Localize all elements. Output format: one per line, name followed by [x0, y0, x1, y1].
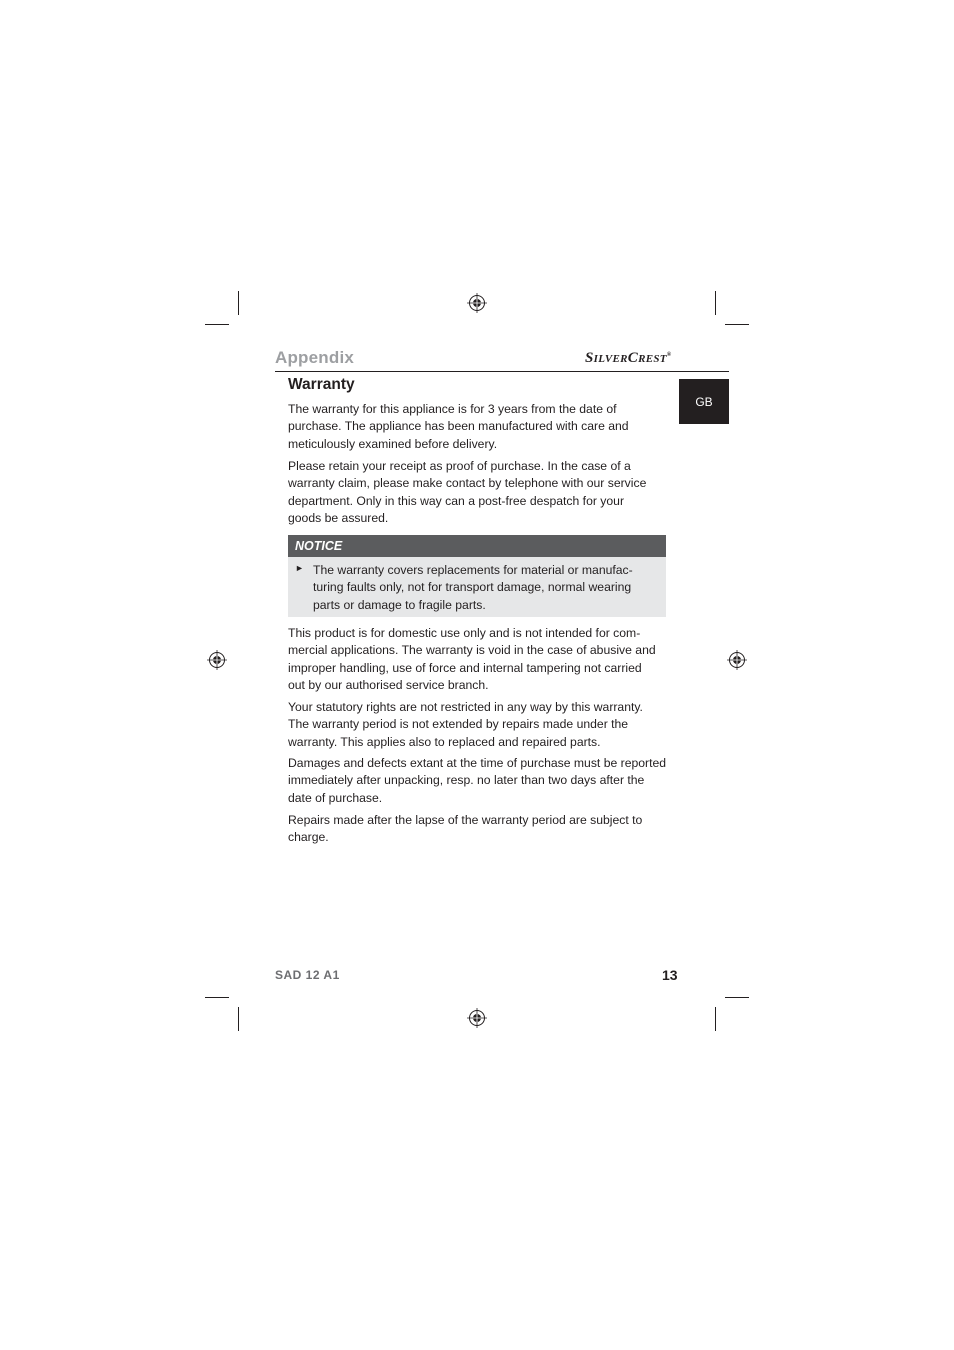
brand-registered-mark: ® — [666, 352, 672, 358]
crop-mark — [715, 291, 716, 315]
crop-mark — [238, 291, 239, 315]
text-line: turing faults only, not for transport damage, normal wearing — [313, 580, 632, 595]
crop-mark — [725, 324, 749, 325]
brand-logo — [585, 350, 672, 367]
text-line: purchase. The appliance has been manufactured with care and — [288, 419, 629, 434]
text-line: The warranty period is not extended by repairs made under the — [288, 717, 629, 732]
text-line: parts or damage to fragile parts. — [313, 597, 486, 612]
text-line: immediately after unpacking, resp. no later than two days after the — [288, 773, 645, 788]
warranty-paragraph-6 — [288, 812, 668, 847]
warranty-paragraph-2 — [288, 458, 668, 528]
text-line: warranty. This applies also to replaced and repaired parts. — [288, 734, 601, 749]
text-line: meticulously examined before delivery. — [288, 436, 498, 451]
section-title: Appendix — [275, 348, 355, 367]
text-line: Please retain your receipt as proof of purchase. In the case of a — [288, 459, 631, 473]
brand-part1-rest: ILVER — [593, 353, 628, 365]
text-line: The warranty for this appliance is for 3 years from the date of — [288, 402, 617, 416]
footer-model: SAD 12 A1 — [275, 968, 340, 982]
triangle-right-icon: ► — [295, 563, 304, 573]
text-line: Damages and defects extant at the time of purchase must be reported — [288, 756, 667, 770]
warranty-paragraph-4 — [288, 699, 668, 751]
warranty-paragraph-3 — [288, 625, 668, 695]
warranty-heading: Warranty — [288, 376, 355, 393]
registration-mark-icon — [467, 1008, 487, 1028]
registration-mark-icon — [727, 650, 747, 670]
registration-mark-icon — [467, 293, 487, 313]
brand-part1-cap: S — [585, 350, 594, 366]
warranty-paragraph-1 — [288, 401, 668, 453]
text-line: department. Only in this way can a post-free despatch for your — [288, 493, 625, 508]
crop-mark — [205, 997, 229, 998]
crop-mark — [715, 1007, 716, 1031]
text-line: This product is for domestic use only and is not intended for com- — [288, 626, 641, 640]
brand-part2-rest: REST — [638, 353, 667, 365]
text-line: out by our authorised service branch. — [288, 678, 489, 693]
brand-part2-cap: C — [627, 350, 639, 366]
text-line: improper handling, use of force and internal tampering not carried — [288, 660, 642, 675]
text-line: goods be assured. — [288, 511, 389, 526]
language-tab: GB — [679, 379, 729, 424]
registration-mark-icon — [207, 650, 227, 670]
text-line: mercial applications. The warranty is void in the case of abusive and — [288, 643, 656, 658]
page-number: 13 — [662, 967, 678, 983]
text-line: warranty claim, please make contact by telephone with our service — [288, 476, 647, 491]
warranty-paragraph-5 — [288, 755, 668, 807]
crop-mark — [205, 324, 229, 325]
notice-text — [313, 562, 663, 614]
text-line: date of purchase. — [288, 790, 383, 805]
crop-mark — [238, 1007, 239, 1031]
text-line: Repairs made after the lapse of the warranty period are subject to — [288, 813, 643, 827]
text-line: charge. — [288, 830, 329, 845]
text-line: The warranty covers replacements for material or manufac- — [313, 563, 633, 577]
notice-header: NOTICE — [288, 535, 666, 557]
header-divider — [275, 371, 729, 372]
text-line: Your statutory rights are not restricted in any way by this warranty. — [288, 700, 643, 714]
crop-mark — [725, 997, 749, 998]
